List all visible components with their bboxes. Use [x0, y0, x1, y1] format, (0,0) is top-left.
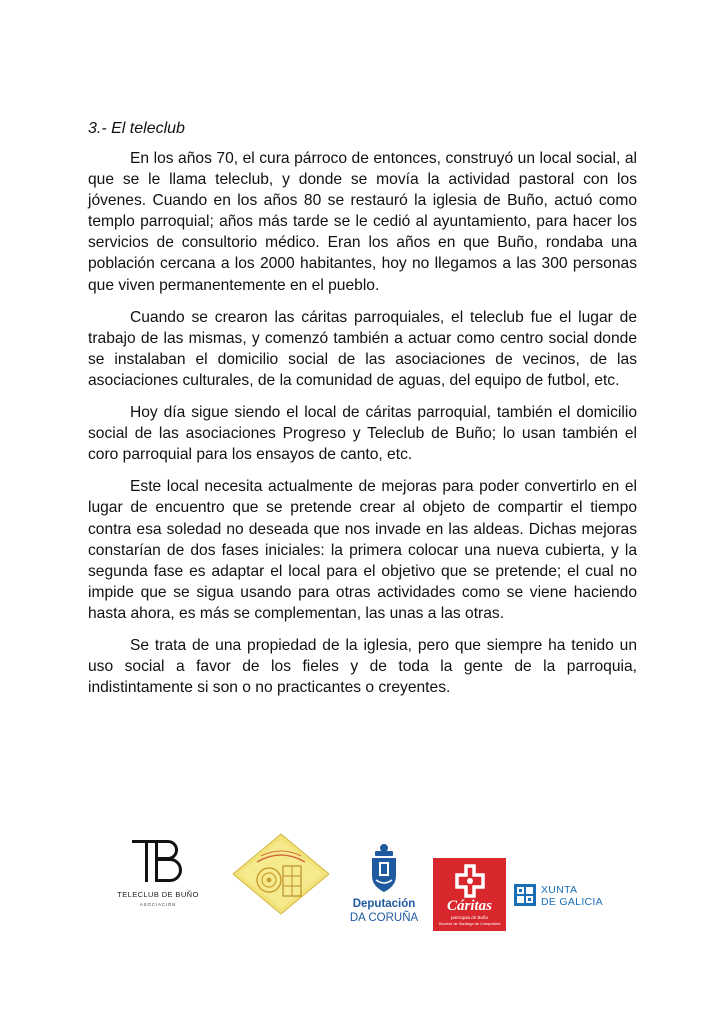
paragraph: Cuando se crearon las cáritas parroquiales, el teleclub fue el lugar de trabajo de las mismas, y comenzó también a actuar como centro social donde se instalaban el domicilio social de las asociaciones de vecinos, de las asociaciones culturales, de la comunidad de aguas, del equipo de futbol, etc.: [88, 308, 637, 389]
paragraph: Se trata de una propiedad de la iglesia, pero que siempre ha tenido un uso social a favor de los fieles y de toda la gente de la parroquia, indistintamente si son o no practicantes o creyentes.: [88, 636, 637, 697]
xunta-line1: XUNTA: [541, 884, 578, 896]
coat-of-arms-icon: [364, 842, 404, 894]
caritas-name: Cáritas: [446, 898, 492, 914]
section-heading: 3.- El teleclub: [88, 120, 185, 137]
galicia-flag-icon: [514, 884, 536, 906]
teleclub-name: TELECLUB DE BUÑO: [117, 890, 199, 899]
xunta-line2: DE GALICIA: [541, 896, 603, 908]
caritas-logo: [433, 858, 506, 931]
paragraph: Hoy día sigue siendo el local de cáritas parroquial, también el domicilio social de las asociaciones Progreso y Teleclub de Buño; lo usan también el coro parroquial para los ensayos de canto, etc.: [88, 404, 637, 464]
deputacion-logo: [348, 842, 420, 932]
deputacion-line1: Deputación: [352, 898, 416, 910]
paragraph: En los años 70, el cura párroco de entonces, construyó un local social, al que se le llama teleclub, y donde se movía la actividad pastoral con los jóvenes. Cuando en los años 80 se restauró la iglesia de Buño, actuó como templo parroquial; años más tarde se le cedió al ayuntamiento, para hacer los servicios de consultorio médico. Eran los años en que Buño, rondaba una población cercana a los 2000 habitantes, hoy no llegamos a las 300 personas que viven permanentemente en el pueblo.: [88, 150, 637, 294]
xunta-logo: [514, 882, 604, 912]
diamond-emblem-icon: [231, 832, 331, 916]
teleclub-subtitle: ASOCIACIÓN: [139, 902, 177, 907]
sponsor-logos: [0, 830, 724, 940]
tb-monogram-icon: [128, 838, 188, 884]
caritas-subtitle2: Diocese de Santiago de Compostela: [438, 922, 501, 926]
paragraph: Este local necesita actualmente de mejoras para poder convertirlo en el lugar de encuentro que se pretende crear al objeto de compartir el tiempo contra esa soledad no deseada que nos invade en las aldeas. Dichas mejoras constarían de dos fases iniciales: la primera colocar una nueva cubierta, y la segunda fase es adaptar el local para el objetivo que se pretende; el cual no impide que se sigua usando para otras actividades como se viene haciendo hasta ahora, es más se complementan, las unas a las otras.: [88, 478, 637, 622]
caritas-cross-icon: [453, 864, 487, 898]
deputacion-line2: DA CORUÑA: [349, 912, 419, 924]
body-text: [88, 148, 637, 709]
teleclub-logo: [110, 838, 206, 918]
caritas-subtitle: parroquia de Buño: [450, 915, 489, 920]
